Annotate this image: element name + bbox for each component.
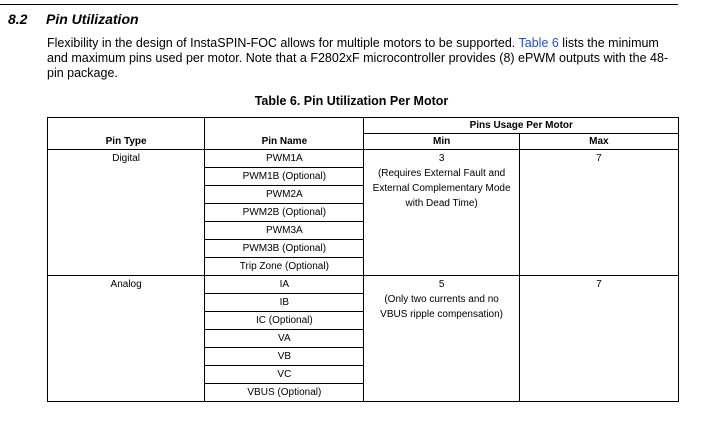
top-rule (0, 4, 678, 5)
pin-name-cell: PWM3A (205, 222, 364, 240)
header-blank-type (48, 118, 205, 134)
pin-name-cell: VA (205, 330, 364, 348)
section-header (8, 11, 139, 27)
pin-type-cell: Analog (48, 276, 205, 402)
pin-name-cell: VBUS (Optional) (205, 384, 364, 402)
min-value: 5 (438, 279, 445, 290)
header-pins-usage: Pins Usage Per Motor (364, 118, 679, 134)
pin-name-cell: PWM2B (Optional) (205, 204, 364, 222)
header-pin-name: Pin Name (205, 134, 364, 150)
min-note-line: External Complementary Mode (372, 183, 511, 194)
table-row (48, 150, 679, 168)
min-cell (364, 150, 519, 276)
pin-name-cell: PWM1A (205, 150, 364, 168)
min-note-line: VBUS ripple compensation) (380, 309, 504, 320)
body-text-end: lists the minimum and maximum pins used per motor. Note that a F2802xF microcontroller provides (8) ePWM outputs with the 48-pin package. (47, 36, 669, 80)
pin-name-cell: Trip Zone (Optional) (205, 258, 364, 276)
pin-name-cell: PWM1B (Optional) (205, 168, 364, 186)
pin-name-cell: PWM2A (205, 186, 364, 204)
pin-type-cell: Digital (48, 150, 205, 276)
section-body (47, 36, 677, 81)
header-min: Min (364, 134, 519, 150)
min-value: 3 (438, 153, 445, 164)
table-title: Table 6. Pin Utilization Per Motor (254, 94, 449, 108)
header-blank-name (205, 118, 364, 134)
min-note-line: (Only two currents and no (384, 294, 499, 305)
pin-name-cell: IB (205, 294, 364, 312)
header-max: Max (519, 134, 678, 150)
section-number: 8.2 (8, 11, 28, 27)
header-pin-type: Pin Type (48, 134, 205, 150)
section-title: Pin Utilization (46, 11, 139, 27)
pin-name-cell: IC (Optional) (205, 312, 364, 330)
pin-utilization-table (47, 117, 679, 402)
pin-name-cell: PWM3B (Optional) (205, 240, 364, 258)
table-row (48, 276, 679, 294)
pin-name-cell: VC (205, 366, 364, 384)
max-cell: 7 (519, 276, 678, 402)
max-cell: 7 (519, 150, 678, 276)
pin-name-cell: VB (205, 348, 364, 366)
min-note-line: with Dead Time) (405, 198, 478, 209)
min-note-line: (Requires External Fault and (377, 168, 506, 179)
pin-name-cell: IA (205, 276, 364, 294)
table-6-link[interactable]: Table 6 (518, 36, 559, 50)
min-cell (364, 276, 519, 402)
body-text-start: Flexibility in the design of InstaSPIN-FOC allows for multiple motors to be supported. (47, 36, 519, 50)
